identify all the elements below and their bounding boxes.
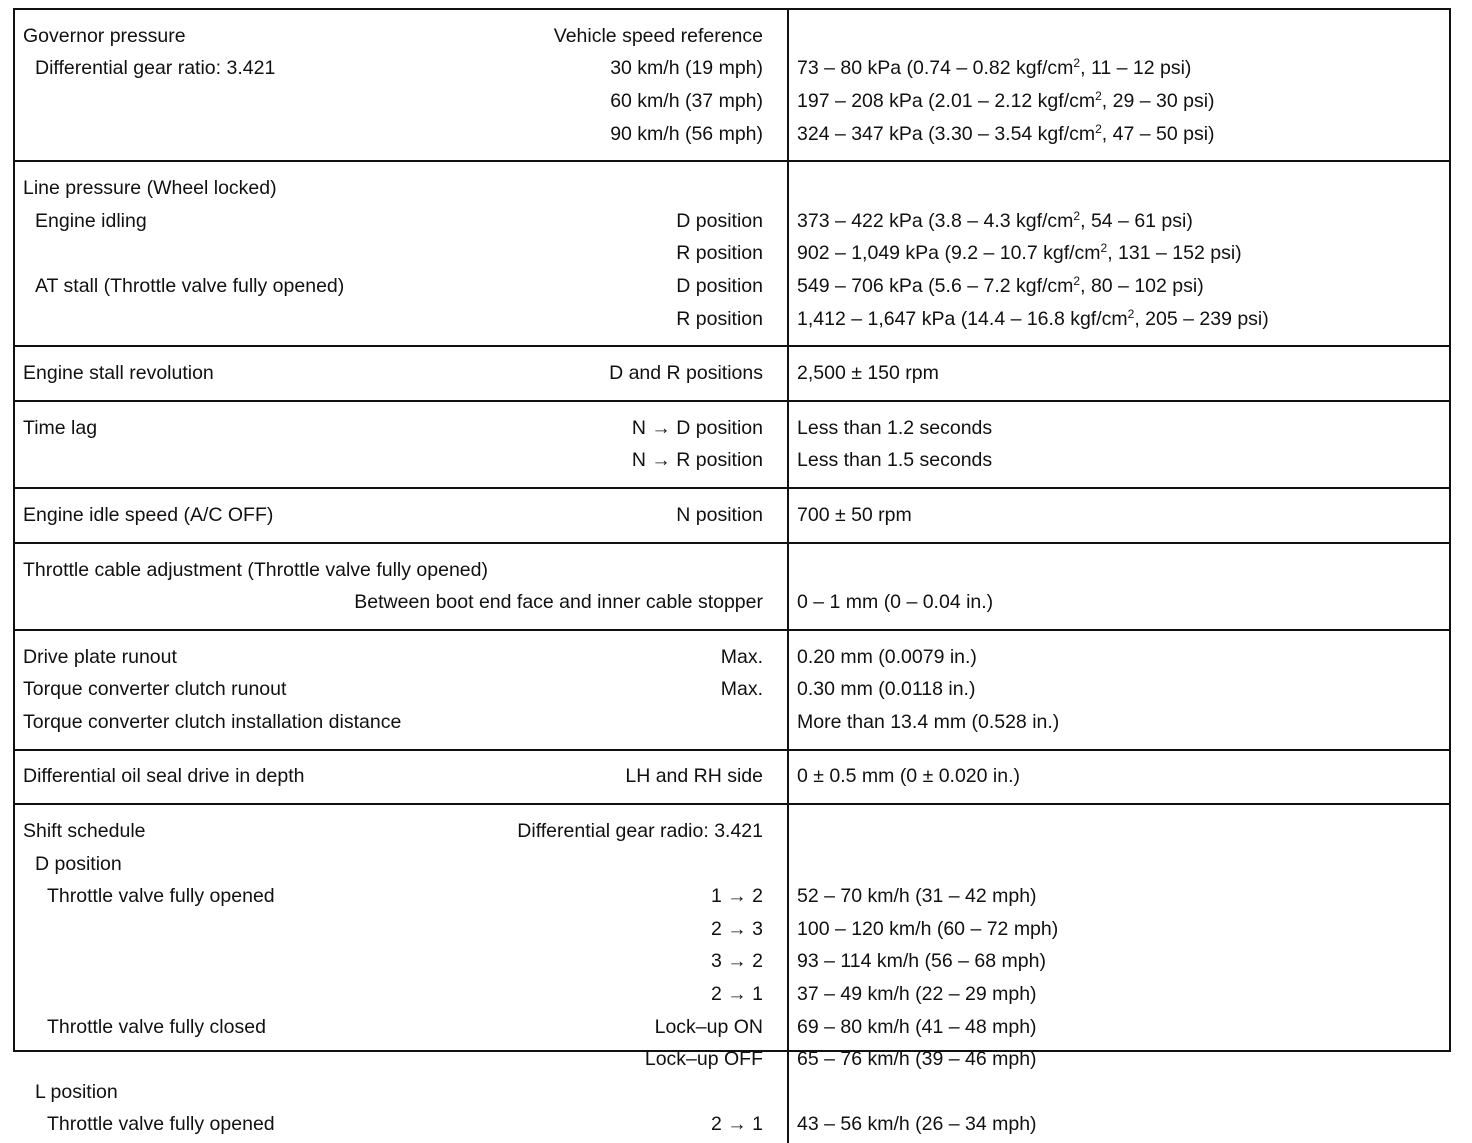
- spec-condition: R position: [676, 307, 763, 330]
- spec-row: [15, 946, 1449, 979]
- superscript-2: 2: [1073, 56, 1081, 71]
- spec-condition: Lock–up ON: [654, 1015, 763, 1038]
- spec-item-cell: [15, 242, 775, 265]
- spec-row: [15, 1043, 1449, 1076]
- spec-condition: Between boot end face and inner cable stopper: [354, 591, 763, 614]
- spec-condition: 2 → 1: [710, 1113, 763, 1136]
- spec-item-cell: [15, 983, 775, 1006]
- spec-row: [15, 412, 1449, 445]
- spec-item-label: Differential gear ratio: 3.421: [35, 57, 276, 80]
- spec-row: [15, 118, 1449, 151]
- spec-row: [15, 815, 1449, 848]
- spec-item-cell: [15, 362, 775, 385]
- spec-item-cell: [15, 177, 775, 200]
- spec-section: [15, 402, 1449, 489]
- spec-row: [15, 641, 1449, 674]
- spec-condition: 2 → 1: [710, 983, 763, 1006]
- spec-item-cell: [15, 559, 775, 582]
- column-divider: [787, 544, 789, 629]
- spec-row: [15, 53, 1449, 86]
- spec-item-cell: [15, 123, 775, 146]
- spec-section: [15, 489, 1449, 544]
- spec-item-label: Governor pressure: [23, 24, 186, 47]
- spec-item-cell: [15, 275, 775, 298]
- superscript-2: 2: [1100, 241, 1108, 256]
- spec-item-cell: [15, 25, 775, 48]
- spec-condition: D position: [676, 209, 763, 232]
- spec-item-label: Torque converter clutch runout: [23, 678, 287, 701]
- column-divider: [787, 402, 789, 487]
- spec-condition: Max.: [720, 645, 763, 668]
- column-divider: [787, 751, 789, 804]
- spec-value: 0 ± 0.5 mm (0 ± 0.020 in.): [797, 765, 1020, 788]
- spec-item-cell: [15, 308, 775, 331]
- superscript-2: 2: [1095, 88, 1102, 103]
- spec-item-cell: [15, 678, 775, 701]
- spec-row: [15, 761, 1449, 794]
- spec-row: [15, 880, 1449, 913]
- spec-section: [15, 751, 1449, 806]
- spec-item-cell: [15, 950, 775, 973]
- spec-item-cell: [15, 646, 775, 669]
- spec-section: [15, 347, 1449, 402]
- spec-value: 0.30 mm (0.0118 in.): [797, 678, 976, 701]
- spec-table: [13, 8, 1451, 1136]
- spec-section: [15, 10, 1449, 162]
- spec-condition: 3 → 2: [710, 950, 763, 973]
- spec-value: 93 – 114 km/h (56 – 68 mph): [797, 950, 1046, 973]
- spec-condition: D position: [676, 274, 763, 297]
- spec-condition: D and R positions: [609, 362, 763, 385]
- spec-value: 324 – 347 kPa (3.30 – 3.54 kgf/$cm^2$, 47 – 50 psi): [797, 121, 1215, 145]
- column-divider: [787, 162, 789, 345]
- spec-value: Less than 1.5 seconds: [797, 449, 993, 472]
- spec-row: [15, 357, 1449, 390]
- spec-value: 37 – 49 km/h (22 – 29 mph): [797, 983, 1037, 1006]
- spec-value: 373 – 422 kPa (3.8 – 4.3 kgf/$cm^2$, 54 – 61 psi): [797, 208, 1193, 232]
- spec-condition: 2 → 3: [710, 917, 763, 940]
- spec-condition: N → R position: [631, 449, 763, 472]
- spec-row: [15, 303, 1449, 336]
- spec-value: 43 – 56 km/h (26 – 34 mph): [797, 1113, 1037, 1136]
- spec-row: [15, 205, 1449, 238]
- spec-row: [15, 913, 1449, 946]
- spec-row: [15, 499, 1449, 532]
- spec-value: 700 ± 50 rpm: [797, 503, 912, 526]
- spec-value: 73 – 80 kPa (0.74 – 0.82 kgf/$cm^2$, 11 – 12 psi): [797, 56, 1192, 80]
- spec-value: 65 – 76 km/h (39 – 46 mph): [797, 1048, 1037, 1071]
- spec-value: 0 – 1 mm (0 – 0.04 in.): [797, 591, 994, 614]
- spec-value: 0.20 mm (0.0079 in.): [797, 645, 977, 668]
- spec-item-cell: [15, 885, 775, 908]
- spec-item-label: Throttle valve fully opened: [47, 1113, 275, 1136]
- spec-item-label: L position: [35, 1080, 118, 1103]
- spec-value: 902 – 1,049 kPa (9.2 – 10.7 kgf/$cm^2$, 131 – 152 psi): [797, 241, 1242, 265]
- spec-value: 197 – 208 kPa (2.01 – 2.12 kgf/$cm^2$, 29 – 30 psi): [797, 88, 1215, 112]
- spec-item-label: Engine idle speed (A/C OFF): [23, 503, 274, 526]
- spec-item-cell: [15, 591, 775, 614]
- spec-item-cell: [15, 1081, 775, 1104]
- column-divider: [787, 489, 789, 542]
- spec-condition: Differential gear radio: 3.421: [517, 820, 763, 843]
- spec-item-cell: [15, 820, 775, 843]
- spec-item-cell: [15, 765, 775, 788]
- spec-item-label: Shift schedule: [23, 820, 146, 843]
- spec-item-label: Engine idling: [35, 209, 147, 232]
- column-divider: [787, 805, 789, 1143]
- spec-item-cell: [15, 449, 775, 472]
- spec-row: [15, 1076, 1449, 1109]
- spec-item-label: Drive plate runout: [23, 645, 177, 668]
- spec-row: [15, 1109, 1449, 1142]
- spec-value: 549 – 706 kPa (5.6 – 7.2 kgf/$cm^2$, 80 – 102 psi): [797, 273, 1204, 297]
- spec-value: 69 – 80 km/h (41 – 48 mph): [797, 1015, 1037, 1038]
- spec-value: 52 – 70 km/h (31 – 42 mph): [797, 885, 1037, 908]
- spec-value: Less than 1.2 seconds: [797, 416, 993, 439]
- spec-item-label: Torque converter clutch installation distance: [23, 710, 402, 733]
- spec-item-cell: [15, 90, 775, 113]
- spec-value: 1,412 – 1,647 kPa (14.4 – 16.8 kgf/$cm^2$, 205 – 239 psi): [797, 306, 1269, 330]
- spec-item-label: Line pressure (Wheel locked): [23, 177, 277, 200]
- spec-row: [15, 445, 1449, 478]
- spec-section: [15, 631, 1449, 751]
- spec-item-label: Throttle valve fully closed: [47, 1015, 266, 1038]
- spec-item-cell: [15, 1016, 775, 1039]
- spec-item-label: Throttle valve fully opened: [47, 885, 275, 908]
- superscript-2: 2: [1127, 306, 1135, 321]
- spec-condition: R position: [676, 242, 763, 265]
- spec-row: [15, 554, 1449, 587]
- spec-item-label: Throttle cable adjustment (Throttle valve fully opened): [23, 558, 488, 581]
- spec-item-label: Differential oil seal drive in depth: [23, 765, 305, 788]
- spec-condition: LH and RH side: [625, 765, 763, 788]
- spec-item-cell: [15, 853, 775, 876]
- spec-row: [15, 586, 1449, 619]
- superscript-2: 2: [1095, 121, 1102, 136]
- spec-row: [15, 238, 1449, 271]
- spec-condition: Max.: [720, 678, 763, 701]
- spec-condition: N → D position: [631, 416, 763, 439]
- spec-condition: Vehicle speed reference: [553, 24, 763, 47]
- spec-item-cell: [15, 918, 775, 941]
- spec-condition: 1 → 2: [710, 885, 763, 908]
- spec-item-label: D position: [35, 852, 122, 875]
- spec-condition: 60 km/h (37 mph): [610, 89, 763, 112]
- spec-item-label: Time lag: [23, 416, 98, 439]
- spec-value: 100 – 120 km/h (60 – 72 mph): [797, 917, 1059, 940]
- column-divider: [787, 10, 789, 160]
- spec-item-label: AT stall (Throttle valve fully opened): [35, 274, 345, 297]
- superscript-2: 2: [1073, 208, 1081, 223]
- spec-value: 2,500 ± 150 rpm: [797, 362, 939, 385]
- spec-row: [15, 20, 1449, 53]
- spec-row: [15, 85, 1449, 118]
- spec-row: [15, 706, 1449, 739]
- spec-condition: 30 km/h (19 mph): [610, 57, 763, 80]
- spec-item-cell: [15, 711, 775, 734]
- superscript-2: 2: [1073, 273, 1081, 288]
- spec-row: [15, 674, 1449, 707]
- spec-item-cell: [15, 417, 775, 440]
- spec-section: [15, 805, 1449, 1143]
- spec-section: [15, 162, 1449, 347]
- column-divider: [787, 347, 789, 400]
- column-divider: [787, 631, 789, 749]
- spec-condition: N position: [676, 503, 763, 526]
- spec-row: [15, 848, 1449, 881]
- spec-row: [15, 1011, 1449, 1044]
- spec-section: [15, 544, 1449, 631]
- spec-row: [15, 978, 1449, 1011]
- spec-item-cell: [15, 504, 775, 527]
- spec-item-cell: [15, 1048, 775, 1071]
- spec-row: [15, 270, 1449, 303]
- spec-item-cell: [15, 57, 775, 80]
- spec-condition: Lock–up OFF: [644, 1048, 763, 1071]
- spec-value: More than 13.4 mm (0.528 in.): [797, 710, 1060, 733]
- spec-item-cell: [15, 210, 775, 233]
- spec-condition: 90 km/h (56 mph): [610, 122, 763, 145]
- spec-row: [15, 172, 1449, 205]
- spec-item-label: Engine stall revolution: [23, 362, 214, 385]
- spec-item-cell: [15, 1113, 775, 1136]
